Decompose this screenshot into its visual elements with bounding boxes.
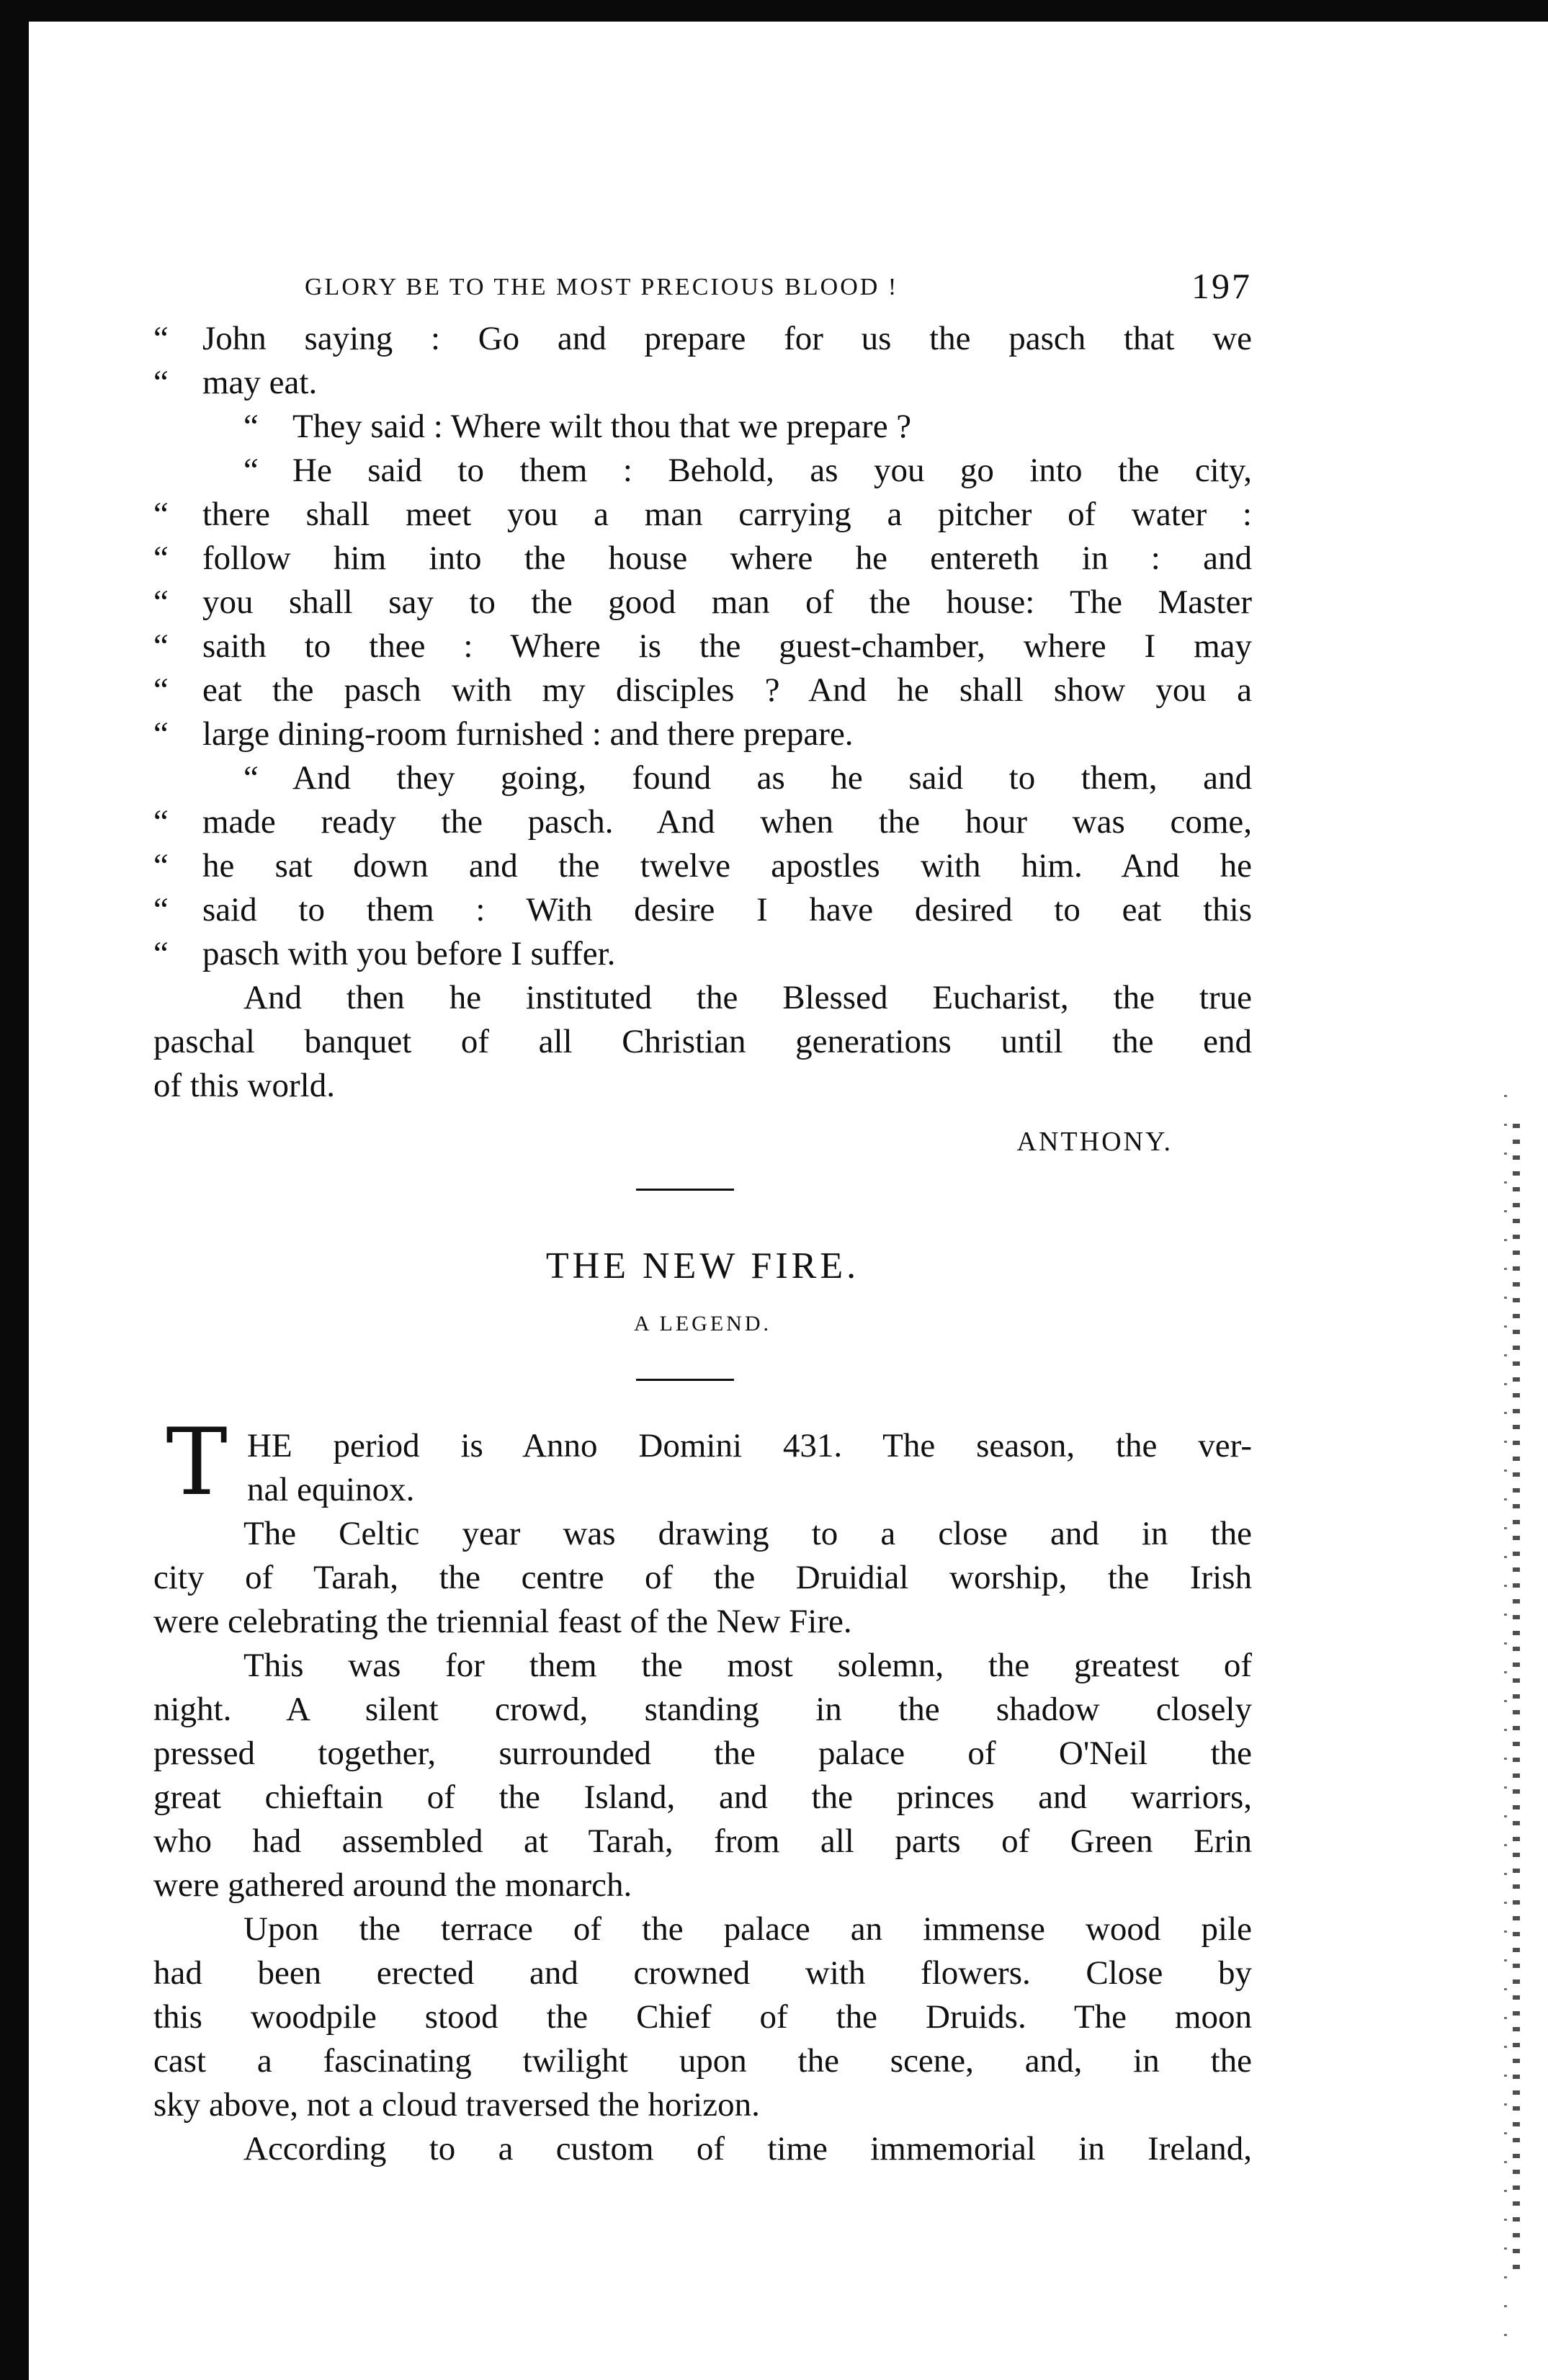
running-head xyxy=(153,267,1252,317)
text-line xyxy=(153,1951,1252,1995)
text-line xyxy=(153,581,1252,625)
line-text: had been erected and crowned with flowers. Close by xyxy=(153,1954,1252,1992)
quotation-mark: “ xyxy=(153,935,169,972)
scan-border-left xyxy=(0,0,29,2380)
text-line xyxy=(153,1064,1252,1108)
line-text: he sat down and the twelve apostles with him. And he xyxy=(202,847,1252,885)
line-text: paschal banquet of all Christian generations until the end xyxy=(153,1023,1252,1060)
quotation-mark: “ xyxy=(153,891,169,929)
line-text: saith to thee : Where is the guest-chamber, where I may xyxy=(202,627,1252,665)
line-text: you shall say to the good man of the house: The Master xyxy=(202,583,1252,621)
line-text: follow him into the house where he entereth in : and xyxy=(202,540,1252,577)
text-line xyxy=(153,668,1252,712)
line-text: And they going, found as he said to them, and xyxy=(292,759,1252,797)
text-line xyxy=(153,2127,1252,2171)
line-text: were gathered around the monarch. xyxy=(153,1866,632,1904)
text-line xyxy=(153,493,1252,537)
quotation-mark: “ xyxy=(153,715,169,753)
scan-edge-speckle xyxy=(1513,1124,1520,2276)
text-line xyxy=(153,1020,1252,1064)
line-text: made ready the pasch. And when the hour was come, xyxy=(202,803,1252,841)
line-text: great chieftain of the Island, and the princes and warriors, xyxy=(153,1779,1252,1816)
text-line xyxy=(153,1732,1252,1776)
line-text: there shall meet you a man carrying a pitcher of water : xyxy=(202,496,1252,533)
quotation-mark: “ xyxy=(243,759,259,797)
text-line xyxy=(153,800,1252,844)
section-divider xyxy=(636,1189,734,1191)
quotation-mark: “ xyxy=(153,583,169,621)
text-line xyxy=(153,1688,1252,1732)
quotation-mark: “ xyxy=(153,496,169,533)
line-text: The Celtic year was drawing to a close and in the xyxy=(243,1515,1252,1552)
title-divider xyxy=(636,1379,734,1381)
text-line xyxy=(153,888,1252,932)
line-text: city of Tarah, the centre of the Druidial worship, the Irish xyxy=(153,1559,1252,1596)
text-line xyxy=(153,1907,1252,1951)
line-text: said to them : With desire I have desired to eat this xyxy=(202,891,1252,929)
line-text: night. A silent crowd, standing in the shadow closely xyxy=(153,1691,1252,1728)
article-body xyxy=(153,1512,1252,2171)
quotation-mark: “ xyxy=(153,627,169,665)
line-text: He said to them : Behold, as you go into the city, xyxy=(292,452,1252,489)
text-line xyxy=(153,1600,1252,1644)
line-text: They said : Where wilt thou that we prepare ? xyxy=(292,408,912,445)
line-text: who had assembled at Tarah, from all parts of Green Erin xyxy=(153,1822,1252,1860)
book-page xyxy=(153,267,1252,2171)
quotation-mark: “ xyxy=(153,671,169,709)
line-text: eat the pasch with my disciples ? And he shall show you a xyxy=(202,671,1252,709)
text-line xyxy=(153,317,1252,361)
text-line xyxy=(153,2083,1252,2127)
line-text: were celebrating the triennial feast of the New Fire. xyxy=(153,1603,852,1640)
article-opening xyxy=(153,1409,1252,1516)
line-text: this woodpile stood the Chief of the Druids. The moon xyxy=(153,1998,1252,2036)
text-line xyxy=(153,449,1252,493)
text-line xyxy=(153,537,1252,581)
quotation-mark: “ xyxy=(153,847,169,885)
text-line xyxy=(153,2039,1252,2083)
text-line xyxy=(153,1556,1252,1600)
text-line xyxy=(153,1776,1252,1820)
article-subtitle: A LEGEND. xyxy=(634,1312,771,1336)
text-line xyxy=(153,932,1252,976)
line-text: of this world. xyxy=(153,1067,335,1104)
text-line xyxy=(153,1820,1252,1864)
text-line xyxy=(153,625,1252,668)
text-line xyxy=(153,361,1252,405)
quotation-mark: “ xyxy=(243,452,259,489)
line-text: This was for them the most solemn, the greatest of xyxy=(243,1647,1252,1684)
text-line xyxy=(153,844,1252,888)
line-text: And then he instituted the Blessed Eucharist, the true xyxy=(243,979,1252,1016)
text-line xyxy=(153,976,1252,1020)
quotation-mark: “ xyxy=(153,803,169,841)
line-text: may eat. xyxy=(202,364,318,401)
running-title: GLORY BE TO THE MOST PRECIOUS BLOOD ! xyxy=(305,274,899,300)
text-line xyxy=(153,1512,1252,1556)
drop-cap-letter: T xyxy=(166,1409,228,1516)
line-text: Upon the terrace of the palace an immense wood pile xyxy=(243,1910,1252,1948)
text-line xyxy=(153,405,1252,449)
quotation-mark: “ xyxy=(243,408,259,445)
text-line: HE period is Anno Domini 431. The season, the ver- xyxy=(247,1427,1252,1464)
text-line: nal equinox. xyxy=(247,1471,415,1508)
article-title: THE NEW FIRE. xyxy=(545,1245,860,1287)
text-line xyxy=(153,756,1252,800)
text-line xyxy=(153,712,1252,756)
quotation-mark: “ xyxy=(153,364,169,401)
line-text: John saying : Go and prepare for us the pasch that we xyxy=(202,320,1252,357)
text-line xyxy=(153,1995,1252,2039)
line-text: cast a fascinating twilight upon the scene, and, in the xyxy=(153,2042,1252,2080)
text-line xyxy=(153,1864,1252,1907)
line-text: According to a custom of time immemorial in Ireland, xyxy=(243,2130,1252,2168)
page-number: 197 xyxy=(1191,266,1252,306)
quotation-mark: “ xyxy=(153,540,169,577)
line-text: pasch with you before I suffer. xyxy=(202,935,616,972)
scan-edge-speckle-thin xyxy=(1504,1095,1507,2363)
scan-border-top xyxy=(0,0,1548,22)
line-text: large dining-room furnished : and there prepare. xyxy=(202,715,854,753)
line-text: pressed together, surrounded the palace of O'Neil the xyxy=(153,1735,1252,1772)
author-signature: ANTHONY. xyxy=(1016,1127,1173,1157)
line-text: sky above, not a cloud traversed the horizon. xyxy=(153,2086,760,2124)
quotation-mark: “ xyxy=(153,320,169,357)
scripture-quotation xyxy=(153,317,1252,1108)
text-line xyxy=(153,1644,1252,1688)
